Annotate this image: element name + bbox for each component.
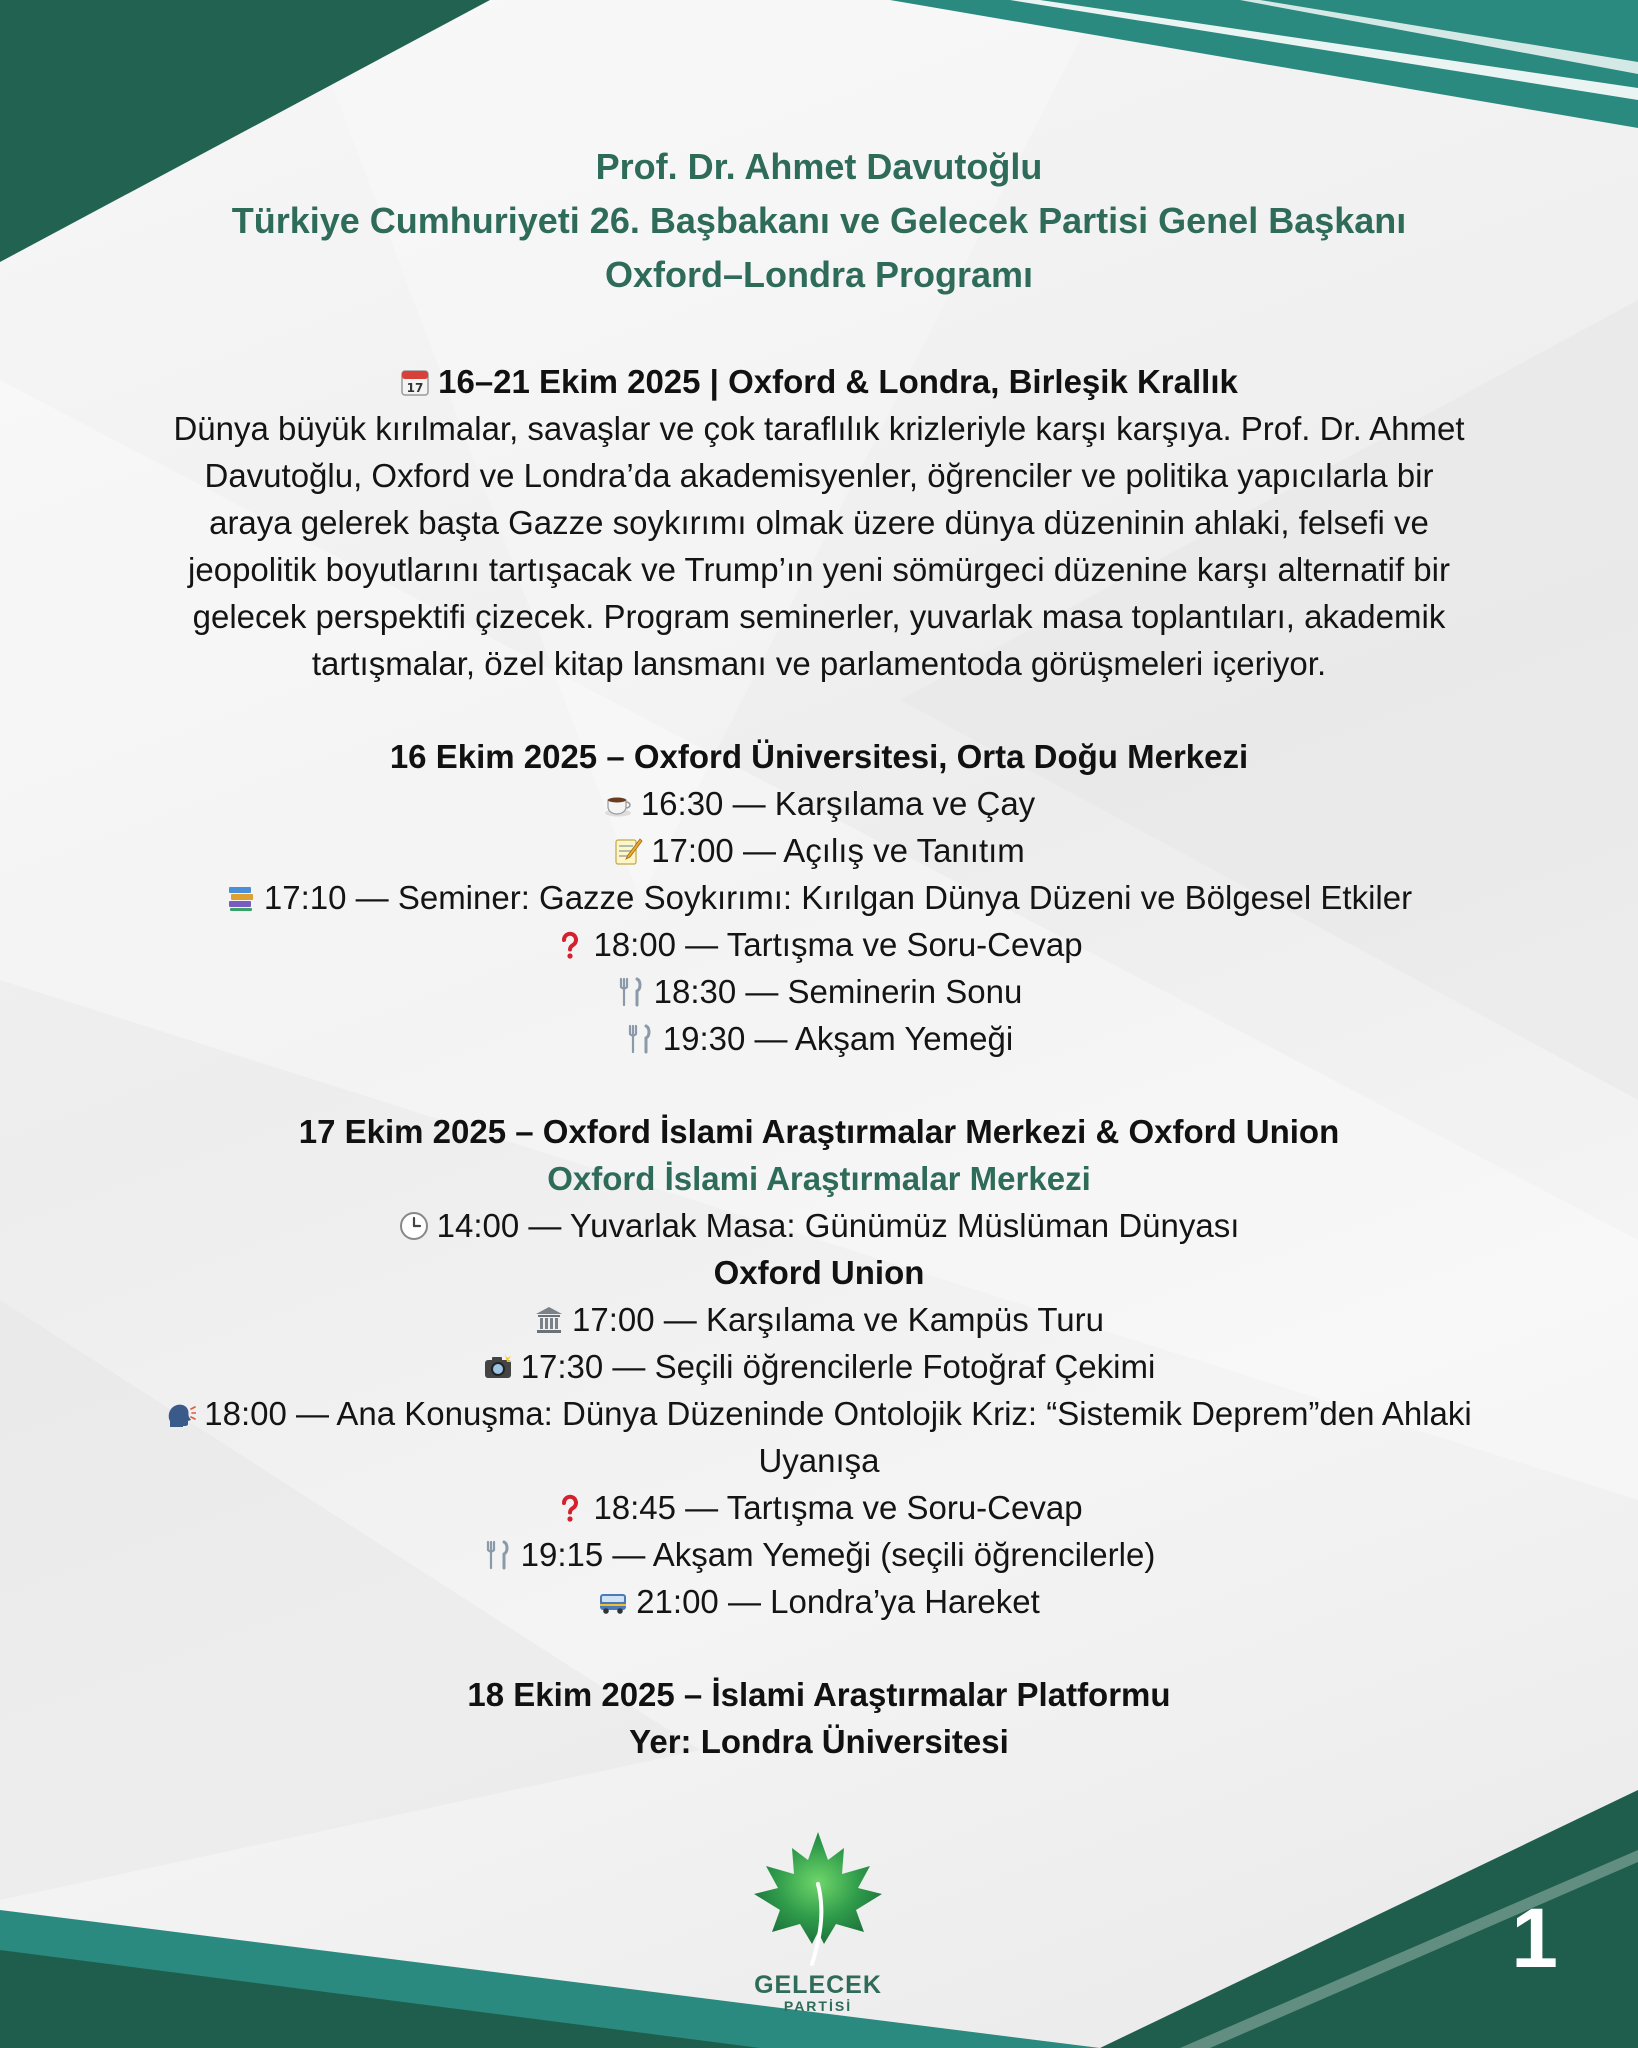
schedule-item: [80, 1484, 1558, 1531]
intro-line: Davutoğlu, Oxford ve Londra’da akademisyenler, öğrenciler ve politika yapıcılarla bir: [204, 457, 1434, 494]
day2-title: 17 Ekim 2025 – Oxford İslami Araştırmalar Merkezi & Oxford Union: [298, 1113, 1340, 1150]
fork-knife-icon: [625, 1024, 655, 1054]
schedule-item: [80, 1531, 1558, 1578]
page-number: 1: [1511, 1891, 1558, 1985]
program-content: [80, 140, 1558, 1765]
schedule-item-text: 18:30 — Seminerin Sonu: [653, 973, 1023, 1010]
intro-paragraph: [80, 405, 1558, 687]
schedule-item: [80, 1343, 1558, 1390]
header-position: Türkiye Cumhuriyeti 26. Başbakanı ve Gelecek Partisi Genel Başkanı: [231, 200, 1407, 241]
maple-leaf-icon: [748, 1828, 888, 1968]
fork-knife-icon: [483, 1540, 513, 1570]
building-icon: [534, 1305, 564, 1335]
calendar-icon: [400, 367, 430, 397]
clock-icon: [399, 1211, 429, 1241]
schedule-item-text: 18:45 — Tartışma ve Soru-Cevap: [593, 1489, 1083, 1526]
speaking-head-icon: [166, 1399, 196, 1429]
schedule-item-text: 18:00 — Ana Konuşma: Dünya Düzeninde Ontolojik Kriz: “Sistemik Deprem”den Ahlaki Uyanışa: [204, 1395, 1472, 1479]
intro-line: tartışmalar, özel kitap lansmanı ve parlamentoda görüşmeleri içeriyor.: [311, 645, 1327, 682]
schedule-item-text: 17:00 — Karşılama ve Kampüs Turu: [572, 1301, 1104, 1338]
intro-line: Dünya büyük kırılmalar, savaşlar ve çok taraflılık krizleriyle karşı karşıya. Prof. Dr. Ahmet: [173, 410, 1465, 447]
schedule-item: [80, 1202, 1558, 1249]
schedule-item: [80, 921, 1558, 968]
header-name: Prof. Dr. Ahmet Davutoğlu: [595, 146, 1043, 187]
fork-knife-icon: [616, 977, 646, 1007]
schedule-item: [80, 780, 1558, 827]
schedule-item-text: 17:30 — Seçili öğrencilerle Fotoğraf Çekimi: [520, 1348, 1156, 1385]
day3-location: Yer: Londra Üniversitesi: [629, 1723, 1009, 1760]
schedule-item: [80, 1578, 1558, 1625]
schedule-item-text: 14:00 — Yuvarlak Masa: Günümüz Müslüman Dünyası: [436, 1207, 1240, 1244]
day2-venue-islamic-centre: Oxford İslami Araştırmalar Merkezi: [547, 1160, 1091, 1197]
schedule-item: [80, 1296, 1558, 1343]
logo-party-sub: PARTİSİ: [783, 1998, 853, 2014]
schedule-item-text: 19:30 — Akşam Yemeği: [662, 1020, 1014, 1057]
intro-line: gelecek perspektifi çizecek. Program seminerler, yuvarlak masa toplantıları, akademik: [192, 598, 1446, 635]
day1-title: 16 Ekim 2025 – Oxford Üniversitesi, Orta Doğu Merkezi: [389, 738, 1249, 775]
date-location-line: [80, 358, 1558, 405]
schedule-item: [80, 968, 1558, 1015]
party-logo: [730, 1828, 906, 2014]
header-program-title: Oxford–Londra Programı: [604, 254, 1034, 295]
schedule-item: [80, 1390, 1558, 1484]
schedule-item-text: 18:00 — Tartışma ve Soru-Cevap: [593, 926, 1083, 963]
schedule-item-text: 21:00 — Londra’ya Hareket: [636, 1583, 1040, 1620]
date-location-text: 16–21 Ekim 2025 | Oxford & Londra, Birleşik Krallık: [438, 363, 1238, 400]
bus-icon: [598, 1587, 628, 1617]
memo-icon: [613, 836, 643, 866]
schedule-item-text: 17:00 — Açılış ve Tanıtım: [651, 832, 1025, 869]
logo-party-name: GELECEK: [754, 1971, 882, 1999]
schedule-item-text: 19:15 — Akşam Yemeği (seçili öğrencilerle): [520, 1536, 1156, 1573]
schedule-item: [80, 827, 1558, 874]
question-icon: [555, 930, 585, 960]
intro-line: araya gelerek başta Gazze soykırımı olmak üzere dünya düzeninin ahlaki, felsefi ve: [209, 504, 1429, 541]
intro-line: jeopolitik boyutlarını tartışacak ve Trump’ın yeni sömürgeci düzenine karşı alternatif bir: [188, 551, 1450, 588]
tea-cup-icon: [603, 789, 633, 819]
books-icon: [226, 883, 256, 913]
schedule-item-text: 17:10 — Seminer: Gazze Soykırımı: Kırılgan Dünya Düzeni ve Bölgesel Etkiler: [263, 879, 1413, 916]
schedule-item-text: 16:30 — Karşılama ve Çay: [640, 785, 1036, 822]
camera-icon: [483, 1352, 513, 1382]
schedule-item: [80, 874, 1558, 921]
question-icon: [555, 1493, 585, 1523]
day2-venue-oxford-union: Oxford Union: [713, 1254, 925, 1291]
schedule-item: [80, 1015, 1558, 1062]
day3-title: 18 Ekim 2025 – İslami Araştırmalar Platformu: [467, 1676, 1171, 1713]
